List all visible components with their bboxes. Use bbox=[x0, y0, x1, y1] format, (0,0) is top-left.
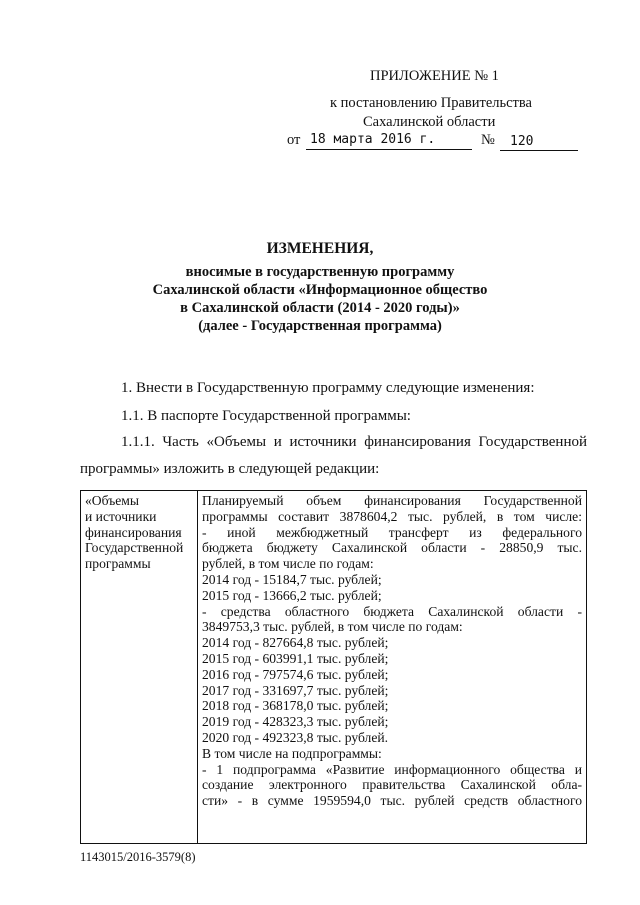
content-line: - иной межбюджетный трансферт из федерального bbox=[202, 524, 582, 540]
appendix-title: ПРИЛОЖЕНИЕ № 1 bbox=[370, 68, 499, 84]
label-line: программы bbox=[85, 556, 151, 572]
title-line: вносимые в государственную программу bbox=[185, 264, 455, 280]
content-line: 2016 год - 797574,6 тыс. рублей; bbox=[202, 666, 389, 682]
content-line: 2015 год - 13666,2 тыс. рублей; bbox=[202, 587, 382, 603]
financing-table bbox=[80, 490, 587, 844]
number-underline bbox=[500, 150, 578, 151]
document-code: 1143015/2016-3579(8) bbox=[80, 850, 196, 864]
paragraph-1-1-1-text: 1.1.1. Часть «Объемы и источники финансирования Государственной bbox=[121, 434, 587, 450]
date-value: 18 марта 2016 г. bbox=[310, 132, 436, 147]
content-line: рублей, в том числе по годам: bbox=[202, 556, 374, 572]
paragraph-1-1: 1.1. В паспорте Государственной программы: bbox=[121, 408, 411, 424]
content-line: 2019 год - 428323,3 тыс. рублей; bbox=[202, 714, 389, 730]
resolution-line: к постановлению Правительства bbox=[330, 95, 532, 111]
date-label: от bbox=[287, 132, 301, 148]
content-line: - 1 подпрограмма «Развитие информационного общества и bbox=[202, 761, 582, 777]
content-line: В том числе на подпрограммы: bbox=[202, 745, 382, 761]
content-line: Планируемый объем финансирования Государственной bbox=[202, 493, 582, 508]
paragraph-1-1-1 bbox=[121, 434, 587, 451]
title-line: (далее - Государственная программа) bbox=[198, 318, 442, 334]
table-cell-content bbox=[198, 491, 587, 844]
label-line: «Объемы bbox=[85, 493, 139, 508]
content-line: сти» - в сумме 1959594,0 тыс. рублей средств областного bbox=[202, 793, 582, 809]
content-line: - средства областного бюджета Сахалинской области - bbox=[202, 603, 582, 619]
content-line: 2017 год - 331697,7 тыс. рублей; bbox=[202, 682, 389, 698]
content-line: 2014 год - 827664,8 тыс. рублей; bbox=[202, 635, 389, 651]
paragraph-1-1-1-cont: программы» изложить в следующей редакции: bbox=[80, 461, 380, 477]
content-line: 3849753,3 тыс. рублей, в том числе по годам: bbox=[202, 619, 463, 635]
date-underline bbox=[306, 149, 472, 150]
label-line: финансирования bbox=[85, 524, 182, 540]
content-line: 2020 год - 492323,8 тыс. рублей. bbox=[202, 729, 389, 745]
number-label: № bbox=[481, 132, 495, 148]
content-line: создание электронного правительства Сахалинской обла- bbox=[202, 777, 582, 793]
label-line: и источники bbox=[85, 508, 157, 524]
label-line: Государственной bbox=[85, 540, 184, 556]
table-cell-label bbox=[81, 491, 198, 844]
document-title: ИЗМЕНЕНИЯ, bbox=[266, 240, 374, 257]
content-line: бюджета бюджету Сахалинской области - 28850,9 тыс. bbox=[202, 540, 582, 556]
table-row bbox=[81, 491, 587, 844]
content-line: 2014 год - 15184,7 тыс. рублей; bbox=[202, 571, 382, 587]
number-value: 120 bbox=[510, 134, 534, 149]
region-line: Сахалинской области bbox=[363, 114, 496, 130]
content-line: 2018 год - 368178,0 тыс. рублей; bbox=[202, 698, 389, 714]
content-line: 2015 год - 603991,1 тыс. рублей; bbox=[202, 650, 389, 666]
title-line: Сахалинской области «Информационное общество bbox=[152, 282, 488, 298]
title-line: в Сахалинской области (2014 - 2020 годы)» bbox=[180, 300, 460, 316]
content-line: программы составит 3878604,2 тыс. рублей, в том числе: bbox=[202, 508, 582, 524]
paragraph-1: 1. Внести в Государственную программу следующие изменения: bbox=[121, 380, 535, 396]
